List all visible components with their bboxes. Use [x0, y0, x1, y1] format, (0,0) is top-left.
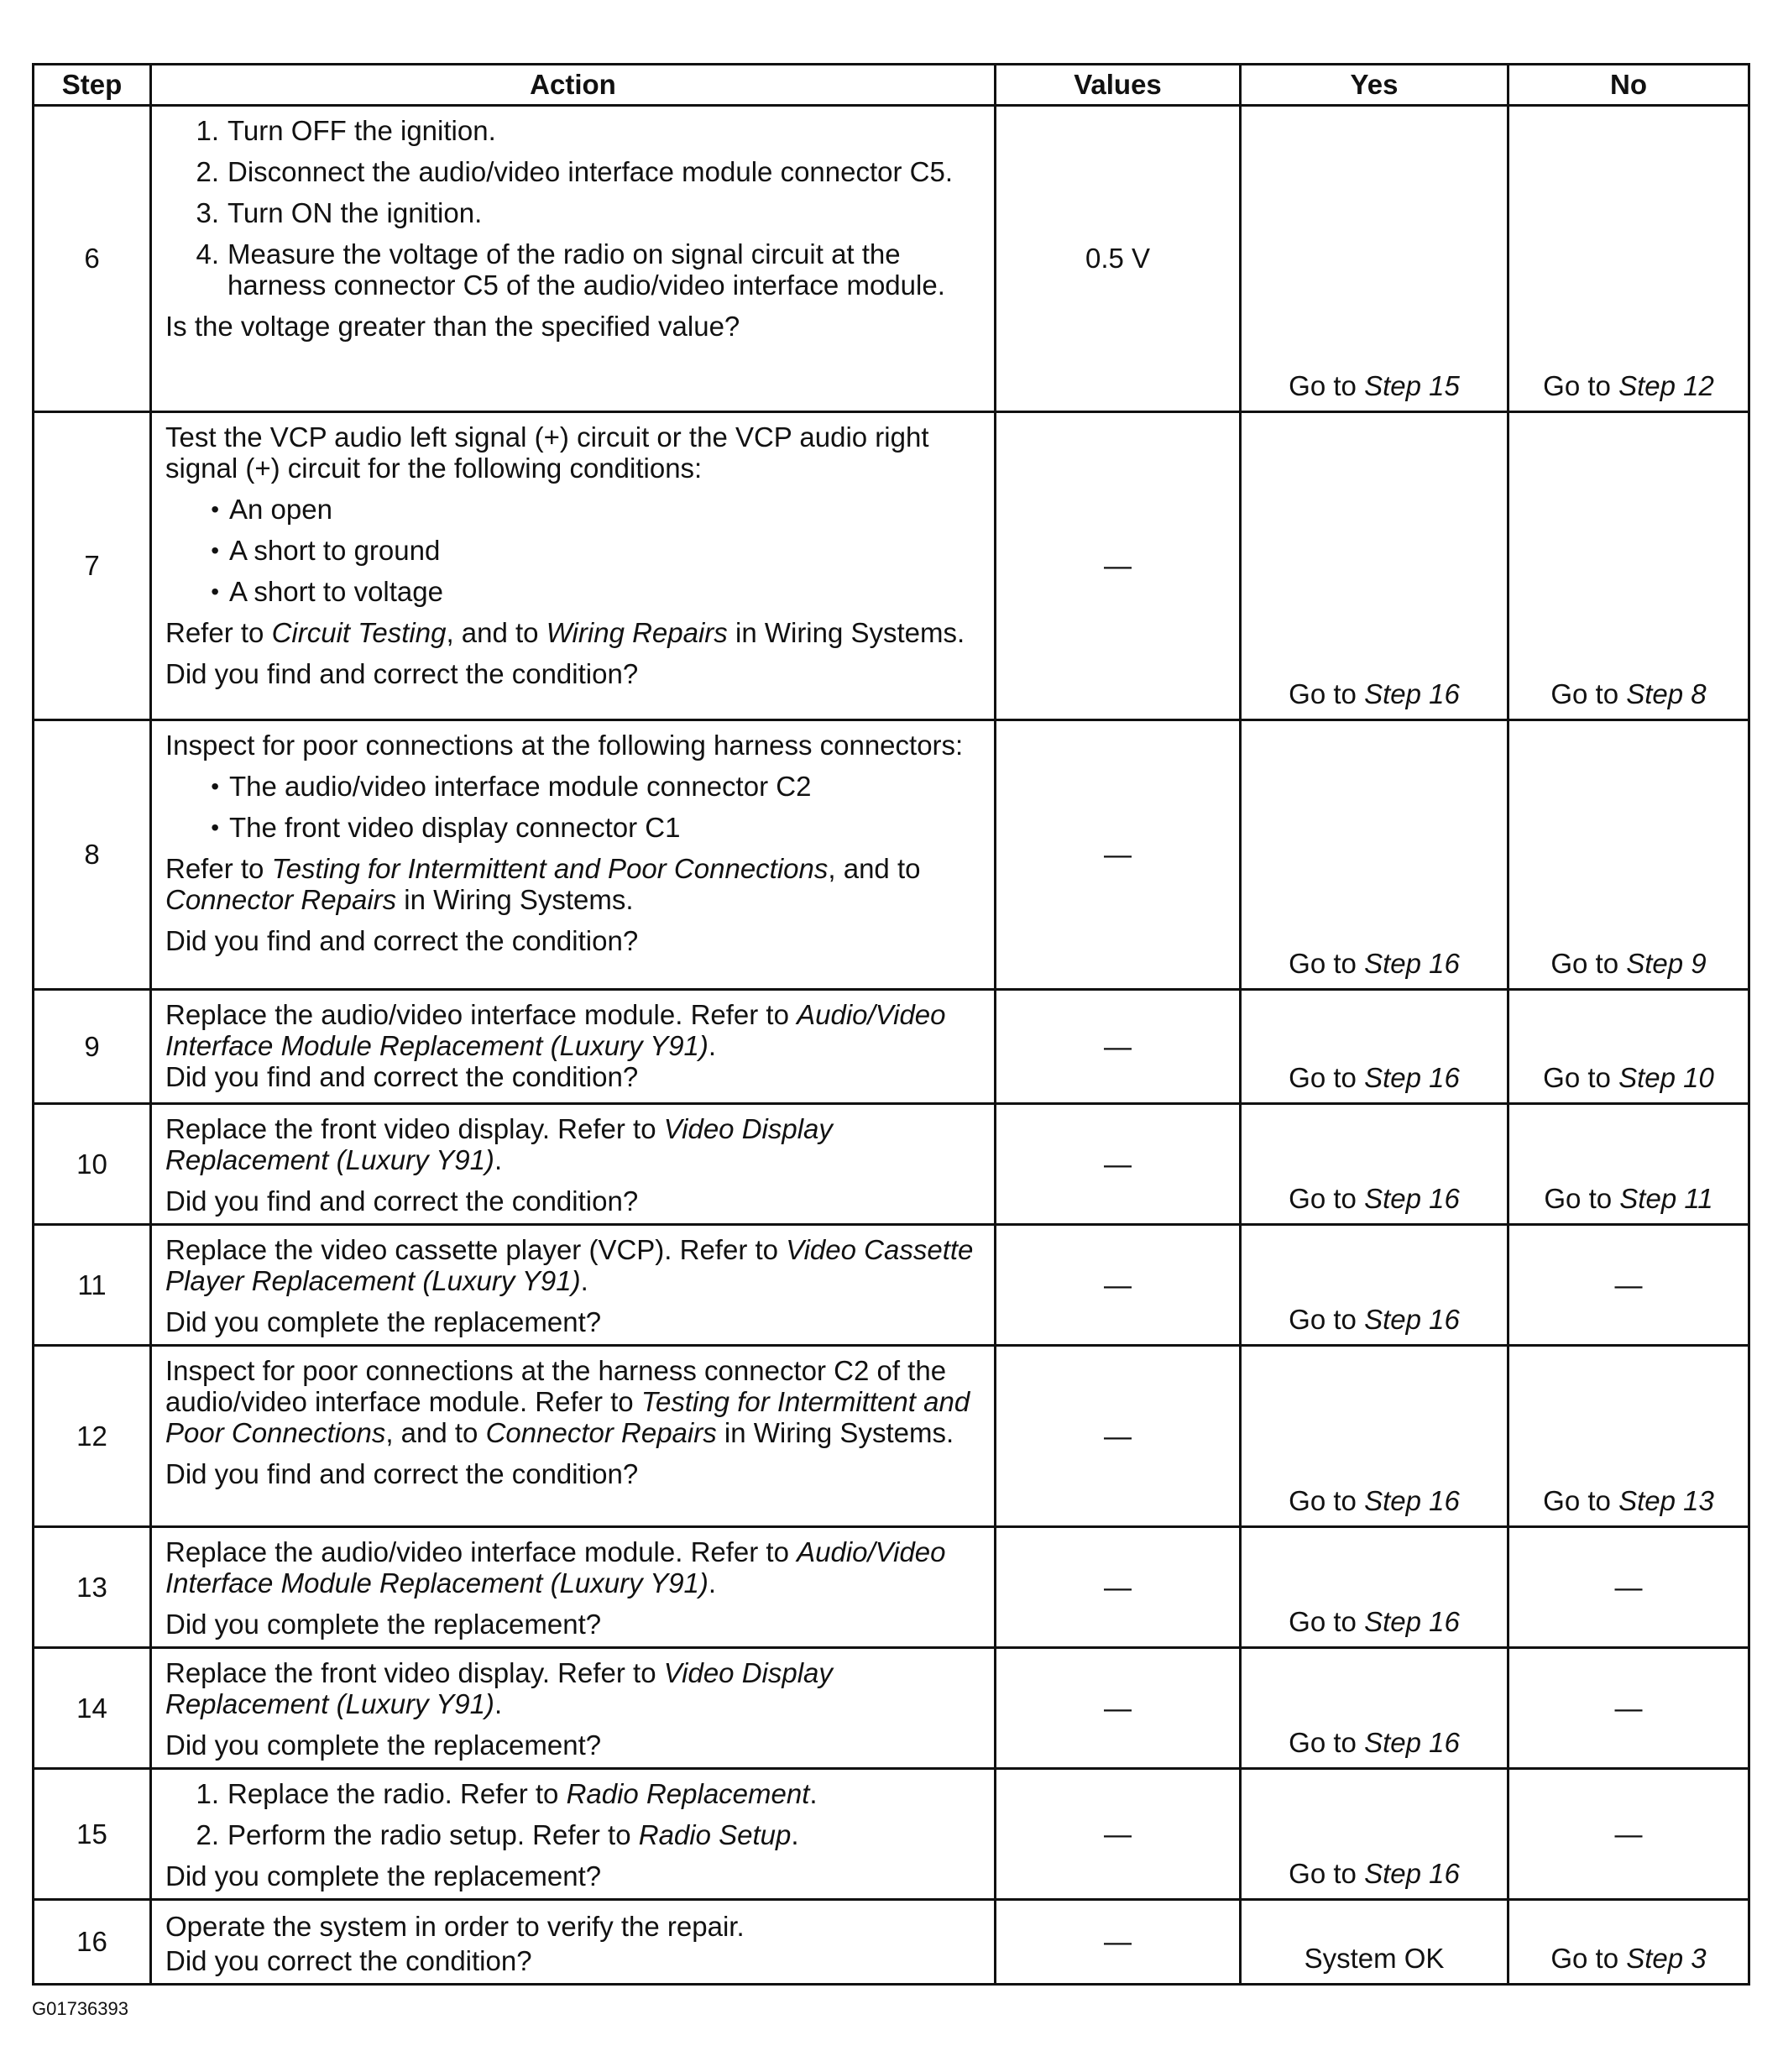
header-yes: Yes: [1241, 65, 1508, 106]
value-cell: —: [996, 1225, 1241, 1346]
procedure-document: [32, 63, 1748, 1986]
list-item: 1. Replace the radio. Refer to Radio Replacement.: [196, 1778, 818, 1809]
no-cell: —: [1508, 1648, 1749, 1769]
header-action: Action: [151, 65, 996, 106]
step-number: 12: [34, 1346, 151, 1527]
no-cell: —: [1508, 1527, 1749, 1648]
question-text: Did you find and correct the condition?: [165, 658, 639, 689]
reference-link[interactable]: Testing for Intermittent and Poor Connections: [271, 853, 829, 884]
no-cell: Go to Step 3: [1508, 1900, 1749, 1985]
step-number: 6: [34, 106, 151, 412]
question-text: Did you complete the replacement?: [165, 1306, 602, 1337]
value-cell: —: [996, 990, 1241, 1104]
figure-id: G01736393: [32, 1998, 128, 2019]
action-cell: [151, 720, 996, 990]
question-text: Did you correct the condition?: [165, 1945, 532, 1976]
reference-text: Refer to Testing for Intermittent and Poor Connections, and to Connector Repairs in Wiring Systems.: [165, 853, 921, 915]
no-cell: Go to Step 11: [1508, 1104, 1749, 1225]
value-cell: —: [996, 412, 1241, 720]
yes-cell: Go to Step 16: [1241, 1769, 1508, 1900]
step-number: 8: [34, 720, 151, 990]
value-cell: —: [996, 1769, 1241, 1900]
list-item: • A short to ground: [211, 535, 441, 566]
yes-cell: Go to Step 16: [1241, 990, 1508, 1104]
question-text: Did you complete the replacement?: [165, 1860, 602, 1891]
step-link[interactable]: Step 9: [1626, 948, 1707, 979]
table-row: [34, 1104, 1749, 1225]
value-cell: —: [996, 720, 1241, 990]
step-number: 11: [34, 1225, 151, 1346]
question-text: Did you find and correct the condition?: [165, 1458, 639, 1489]
table-row: [34, 720, 1749, 990]
value-cell: —: [996, 1900, 1241, 1985]
bullet-list: [165, 771, 982, 843]
value-cell: —: [996, 1346, 1241, 1527]
list-item: 4. Measure the voltage of the radio on signal circuit at the harness connector C5 of the audio/video interface module.: [196, 238, 945, 301]
action-cell: [151, 412, 996, 720]
action-cell: [151, 1527, 996, 1648]
action-cell: [151, 1225, 996, 1346]
question-text: Is the voltage greater than the specified value?: [165, 311, 740, 342]
action-cell: [151, 1769, 996, 1900]
header-no: No: [1508, 65, 1749, 106]
step-link[interactable]: Step 16: [1364, 1304, 1460, 1335]
numbered-list: [165, 115, 982, 301]
value-cell: —: [996, 1527, 1241, 1648]
table-row: [34, 1346, 1749, 1527]
reference-link[interactable]: Connector Repairs: [485, 1417, 717, 1448]
step-link[interactable]: Step 11: [1619, 1183, 1713, 1214]
value-cell: 0.5 V: [996, 106, 1241, 412]
table-row: [34, 1527, 1749, 1648]
no-cell: Go to Step 10: [1508, 990, 1749, 1104]
step-number: 15: [34, 1769, 151, 1900]
list-item: 1. Turn OFF the ignition.: [196, 115, 496, 146]
reference-link[interactable]: Testing for Intermittent and Poor Connections: [165, 1386, 970, 1448]
table-row: [34, 1648, 1749, 1769]
numbered-list: [165, 1778, 982, 1850]
step-link[interactable]: Step 12: [1618, 370, 1714, 401]
no-cell: Go to Step 9: [1508, 720, 1749, 990]
list-item: • An open: [211, 494, 332, 525]
table-row: [34, 1900, 1749, 1985]
step-link[interactable]: Step 3: [1626, 1943, 1707, 1974]
table-row: [34, 1225, 1749, 1346]
step-link[interactable]: Step 16: [1364, 1858, 1460, 1889]
reference-link[interactable]: Audio/Video Interface Module Replacement (Luxury Y91): [165, 1536, 946, 1598]
diagnostic-table: [32, 63, 1750, 1986]
step-number: 13: [34, 1527, 151, 1648]
no-cell: Go to Step 13: [1508, 1346, 1749, 1527]
step-link[interactable]: Step 16: [1364, 678, 1460, 709]
yes-cell: Go to Step 16: [1241, 1346, 1508, 1527]
instruction-text: Replace the video cassette player (VCP). Refer to Video Cassette Player Replacement (Luxury Y91).: [165, 1234, 974, 1296]
list-item: 3. Turn ON the ignition.: [196, 197, 483, 228]
step-link[interactable]: Step 16: [1364, 1183, 1460, 1214]
question-text: Did you complete the replacement?: [165, 1609, 602, 1640]
list-item: • The front video display connector C1: [211, 812, 681, 843]
table-row: [34, 106, 1749, 412]
step-link[interactable]: Step 16: [1364, 1062, 1460, 1093]
table-row: [34, 990, 1749, 1104]
reference-link[interactable]: Circuit Testing: [271, 617, 447, 648]
yes-cell: Go to Step 16: [1241, 1225, 1508, 1346]
action-cell: [151, 106, 996, 412]
reference-link[interactable]: Video Display Replacement (Luxury Y91): [165, 1113, 833, 1175]
question-text: Did you find and correct the condition?: [165, 925, 639, 956]
header-row: [34, 65, 1749, 106]
list-item: • A short to voltage: [211, 576, 443, 607]
bullet-list: [165, 494, 982, 607]
instruction-text: Replace the audio/video interface module. Refer to Audio/Video Interface Module Replacement (Luxury Y91).: [165, 999, 946, 1061]
step-link[interactable]: Step 10: [1618, 1062, 1714, 1093]
step-link[interactable]: Step 16: [1364, 948, 1460, 979]
list-item: 2. Perform the radio setup. Refer to Radio Setup.: [196, 1819, 799, 1850]
reference-link[interactable]: Audio/Video Interface Module Replacement (Luxury Y91): [165, 999, 946, 1061]
question-text: Did you complete the replacement?: [165, 1729, 602, 1761]
yes-cell: Go to Step 16: [1241, 1104, 1508, 1225]
yes-cell: Go to Step 16: [1241, 720, 1508, 990]
instruction-text: Replace the audio/video interface module. Refer to Audio/Video Interface Module Replacement (Luxury Y91).: [165, 1536, 946, 1598]
instruction-text: Inspect for poor connections at the harness connector C2 of the audio/video interface module. Refer to Testing for Intermittent and Poor Connections, and to Connector Repairs in Wiring Systems.: [165, 1355, 970, 1448]
no-cell: —: [1508, 1769, 1749, 1900]
yes-cell: Go to Step 16: [1241, 412, 1508, 720]
reference-link[interactable]: Radio Replacement: [566, 1778, 810, 1809]
yes-cell: Go to Step 16: [1241, 1648, 1508, 1769]
action-cell: [151, 1346, 996, 1527]
reference-link[interactable]: Radio Setup: [638, 1819, 792, 1850]
reference-link[interactable]: Video Display Replacement (Luxury Y91): [165, 1657, 833, 1719]
value-cell: —: [996, 1104, 1241, 1225]
instruction-text: Test the VCP audio left signal (+) circuit or the VCP audio right signal (+) circuit for the following conditions:: [165, 421, 929, 484]
table-row: [34, 412, 1749, 720]
table-row: [34, 1769, 1749, 1900]
step-number: 16: [34, 1900, 151, 1985]
step-link[interactable]: Step 8: [1626, 678, 1707, 709]
yes-cell: Go to Step 16: [1241, 1527, 1508, 1648]
action-cell: [151, 990, 996, 1104]
action-cell: [151, 1648, 996, 1769]
question-text: Did you find and correct the condition?: [165, 1185, 639, 1217]
reference-text: Refer to Circuit Testing, and to Wiring Repairs in Wiring Systems.: [165, 617, 965, 648]
step-number: 9: [34, 990, 151, 1104]
step-link[interactable]: Step 16: [1364, 1727, 1460, 1758]
yes-cell: Go to Step 15: [1241, 106, 1508, 412]
value-cell: —: [996, 1648, 1241, 1769]
step-link[interactable]: Step 13: [1618, 1485, 1714, 1516]
step-number: 14: [34, 1648, 151, 1769]
reference-link[interactable]: Connector Repairs: [165, 884, 397, 915]
instruction-text: Operate the system in order to verify the repair.: [165, 1911, 745, 1942]
no-cell: Go to Step 8: [1508, 412, 1749, 720]
reference-link[interactable]: Wiring Repairs: [546, 617, 728, 648]
header-values: Values: [996, 65, 1241, 106]
step-link[interactable]: Step 16: [1364, 1606, 1460, 1637]
list-item: 2. Disconnect the audio/video interface module connector C5.: [196, 156, 954, 187]
instruction-text: Replace the front video display. Refer to Video Display Replacement (Luxury Y91).: [165, 1113, 833, 1175]
action-cell: [151, 1900, 996, 1985]
list-item: • The audio/video interface module connector C2: [211, 771, 812, 802]
reference-link[interactable]: Video Cassette Player Replacement (Luxury Y91): [165, 1234, 974, 1296]
instruction-text: Replace the front video display. Refer to Video Display Replacement (Luxury Y91).: [165, 1657, 833, 1719]
yes-cell: System OK: [1241, 1900, 1508, 1985]
step-number: 10: [34, 1104, 151, 1225]
instruction-text: Inspect for poor connections at the following harness connectors:: [165, 730, 964, 761]
step-number: 7: [34, 412, 151, 720]
no-cell: Go to Step 12: [1508, 106, 1749, 412]
step-link[interactable]: Step 15: [1364, 370, 1460, 401]
question-text: Did you find and correct the condition?: [165, 1061, 639, 1092]
header-step: Step: [34, 65, 151, 106]
step-link[interactable]: Step 16: [1364, 1485, 1460, 1516]
no-cell: —: [1508, 1225, 1749, 1346]
action-cell: [151, 1104, 996, 1225]
